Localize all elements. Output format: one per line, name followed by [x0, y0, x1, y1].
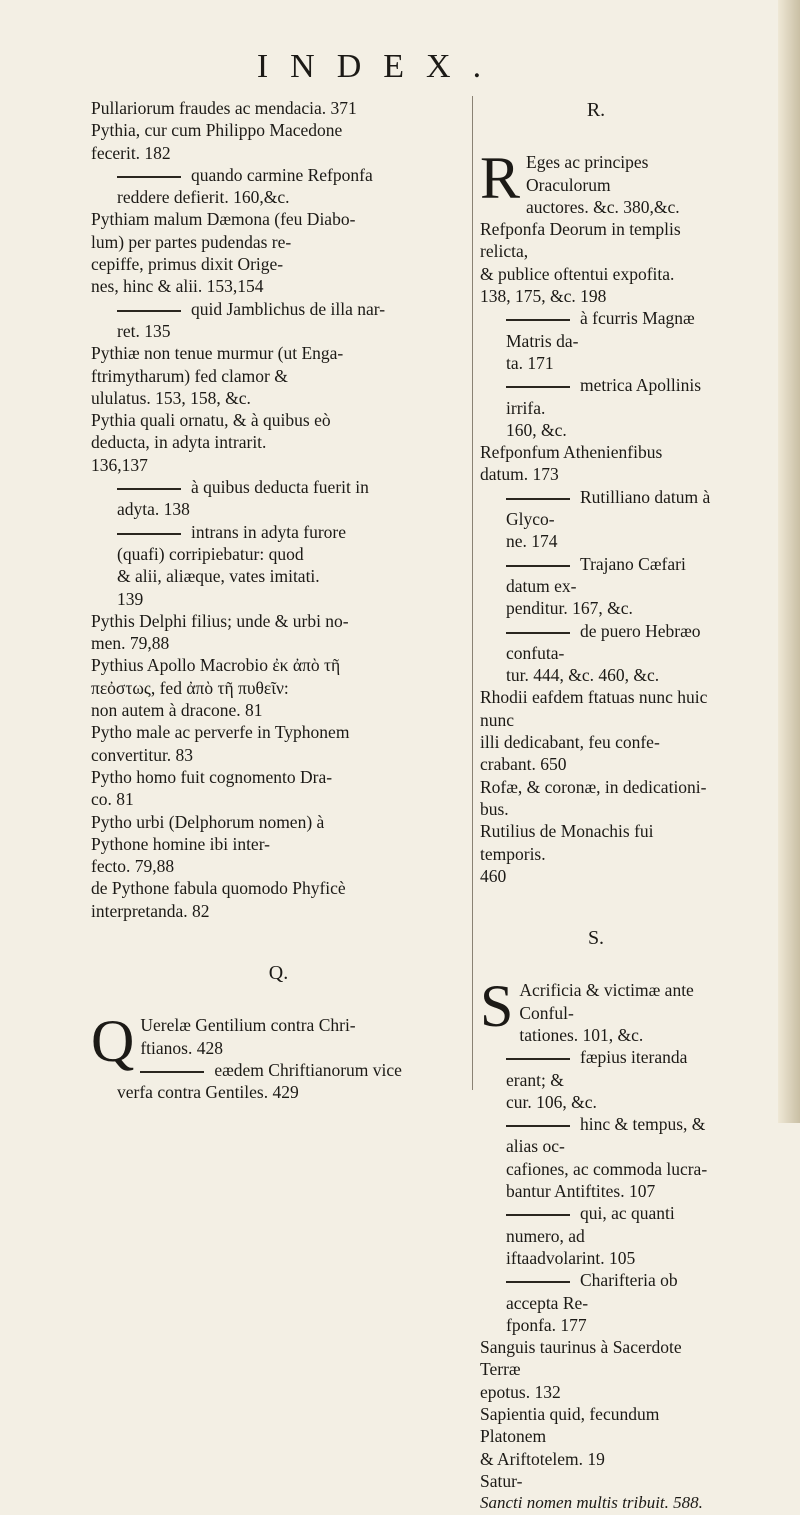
entry-text: Pythia, cur cum Philippo Macedone fecerit. 182 — [91, 120, 343, 163]
ditto-dash — [506, 1058, 570, 1060]
entry-text: Sapientia quid, fecundum Platonem & Ariftotelem. 19 — [480, 1404, 660, 1469]
entry-text: Uerelæ Gentilium contra Chri- ftianos. 428 — [140, 1015, 356, 1058]
ditto-dash — [506, 386, 570, 388]
entry-text: Rofæ, & coronæ, in dedicationi- bus. — [480, 776, 707, 819]
ditto-dash — [117, 176, 181, 178]
ditto-dash — [117, 310, 181, 312]
entry-text: qui, ac quanti numero, ad iftaadvolarint. 105 — [506, 1203, 675, 1268]
index-entry — [480, 307, 712, 374]
entry-text: Pullariorum fraudes ac mendacia. 371 — [91, 98, 357, 118]
entry-text: Acrificia & victimæ ante Conful- tationes. 101, &c. — [519, 980, 694, 1045]
index-entry — [91, 409, 466, 476]
page-title: INDEX. — [256, 48, 504, 85]
index-entry — [480, 973, 712, 1046]
entry-text: Pythis Delphi filius; unde & urbi no- men. 79,88 — [91, 610, 349, 654]
index-entry — [91, 476, 466, 521]
section-s — [480, 973, 712, 1492]
index-entry — [480, 553, 712, 620]
q-entries — [91, 1008, 466, 1103]
entry-text: intrans in adyta furore (quafi) corripiebatur: quod & alii, aliæque, vates imitati. 139 — [117, 521, 347, 609]
entry-text: quid Jamblichus de illa nar- ret. 135 — [117, 298, 386, 341]
ditto-dash — [506, 498, 570, 500]
entry-text: Rutilliano datum à Glyco- ne. 174 — [506, 486, 711, 552]
index-entry — [91, 521, 466, 610]
entry-text: Refponfum Athenienfibus datum. 173 — [480, 442, 663, 485]
index-entry — [480, 441, 712, 486]
index-entry — [91, 342, 466, 409]
ditto-dash — [140, 1071, 204, 1073]
entry-text: Rutilius de Monachis fui temporis. 460 — [480, 821, 654, 886]
entry-text: de puero Hebræo confuta- tur. 444, &c. 460, &c. — [506, 620, 701, 686]
entry-text: Pytho urbi (Delphorum nomen) à Pythone homine ibi inter- fecto. 79,88 — [91, 811, 325, 877]
index-entry — [480, 145, 712, 218]
index-entry — [480, 820, 712, 887]
left-entries — [91, 97, 466, 922]
entry-text: Refponfa Deorum in templis relicta, & publice oftentui expofita. 138, 175, &c. 198 — [480, 219, 681, 307]
entry-text: Pytho homo fuit cognomento Dra- co. 81 — [91, 766, 333, 810]
index-entry — [480, 620, 712, 687]
index-entry — [91, 766, 466, 811]
section-r — [480, 145, 712, 887]
index-entry — [91, 97, 466, 119]
entry-text: de Pythone fabula quomodo Phyficè interpretanda. 82 — [91, 878, 346, 921]
index-entry — [91, 119, 466, 164]
index-entry — [480, 374, 712, 441]
ditto-dash — [506, 1214, 570, 1216]
entry-text: Satur- — [480, 1470, 523, 1491]
entry-text: Trajano Cæfari datum ex- penditur. 167, &c. — [506, 553, 686, 619]
index-entry — [91, 721, 466, 766]
entry-text: fæpius iteranda erant; & cur. 106, &c. — [506, 1047, 688, 1112]
index-entry — [480, 1046, 712, 1113]
section-q — [91, 1008, 466, 1103]
ditto-dash — [117, 533, 181, 535]
index-entry — [480, 1470, 712, 1492]
index-entry — [480, 1269, 712, 1336]
s-entries — [480, 973, 712, 1492]
section-r-letter: R. — [586, 99, 606, 121]
page-edge — [778, 0, 800, 1123]
entry-text: Pythiæ non tenue murmur (ut Enga- ftrimytharum) fed clamor & ululatus. 153, 158, &c. — [91, 343, 344, 408]
index-entry — [480, 218, 712, 307]
ditto-dash — [506, 1281, 570, 1283]
index-entry — [91, 610, 466, 655]
left-column — [91, 97, 466, 1103]
entry-text: quando carmine Refponfa reddere defierit. 160,&c. — [117, 164, 373, 208]
index-entry — [91, 298, 466, 343]
entry-text: à fcurris Magnæ Matris da- ta. 171 — [506, 308, 695, 373]
index-entry — [91, 654, 466, 721]
dropcap-s: S — [480, 973, 514, 1040]
entry-text: Sanguis taurinus à Sacerdote Terræ epotus. 132 — [480, 1337, 682, 1402]
ditto-dash — [506, 632, 570, 634]
index-entry — [91, 1059, 466, 1104]
entry-text: Pythia quali ornatu, & à quibus eò deducta, in adyta intrarit. 136,137 — [91, 410, 331, 475]
dropcap-r: R — [480, 145, 521, 212]
entry-text: Pytho male ac perverfe in Typhonem convertitur. 83 — [91, 722, 350, 765]
entry-text: Pythiam malum Dæmona (feu Diabo- lum) per partes pudendas re- cepiffe, primus dixit Orige- nes, hinc & alii. 153,154 — [91, 209, 356, 297]
entry-text: à quibus deducta fuerit in adyta. 138 — [117, 477, 369, 520]
handwritten-note: Sancti nomen multis tribuit. 588. — [480, 1493, 703, 1513]
index-entry — [480, 1336, 712, 1403]
r-entries — [480, 145, 712, 887]
index-entry — [480, 1202, 712, 1269]
index-entry — [91, 208, 466, 297]
ditto-dash — [506, 1125, 570, 1127]
entry-text: Eges ac principes Oraculorum auctores. &c. 380,&c. — [526, 152, 680, 217]
index-entry — [480, 776, 712, 821]
index-entry — [480, 486, 712, 553]
column-divider — [472, 96, 473, 1090]
index-entry — [480, 1113, 712, 1202]
section-s-letter: S. — [587, 927, 605, 950]
dropcap-q: Q — [91, 1008, 135, 1075]
entry-text: metrica Apollinis irrifa. 160, &c. — [506, 375, 702, 440]
entry-text: Pythius Apollo Macrobio ἐκ ἀπὸ τῆ πεὀστως, fed ἀπὸ τῆ πυθεῖν: non autem à dracone. 81 — [91, 655, 341, 721]
entry-text: eædem Chriftianorum vice verfa contra Gentiles. 429 — [117, 1059, 402, 1103]
index-entry — [91, 877, 466, 922]
index-entry — [480, 686, 712, 775]
right-column — [480, 97, 712, 1515]
ditto-dash — [117, 488, 181, 490]
ditto-dash — [506, 565, 570, 567]
section-q-letter: Q. — [268, 961, 289, 984]
entry-text: Charifteria ob accepta Re- fponfa. 177 — [506, 1270, 678, 1335]
index-entry — [91, 1014, 466, 1059]
entry-text: Rhodii eafdem ftatuas nunc huic nunc illi dedicabant, feu confe- crabant. 650 — [480, 687, 708, 775]
index-entry — [91, 164, 466, 209]
index-entry — [480, 1403, 712, 1470]
entry-text: hinc & tempus, & alias oc- cafiones, ac commoda lucra- bantur Antiftites. 107 — [506, 1114, 708, 1202]
ditto-dash — [506, 319, 570, 321]
index-entry — [91, 811, 466, 878]
